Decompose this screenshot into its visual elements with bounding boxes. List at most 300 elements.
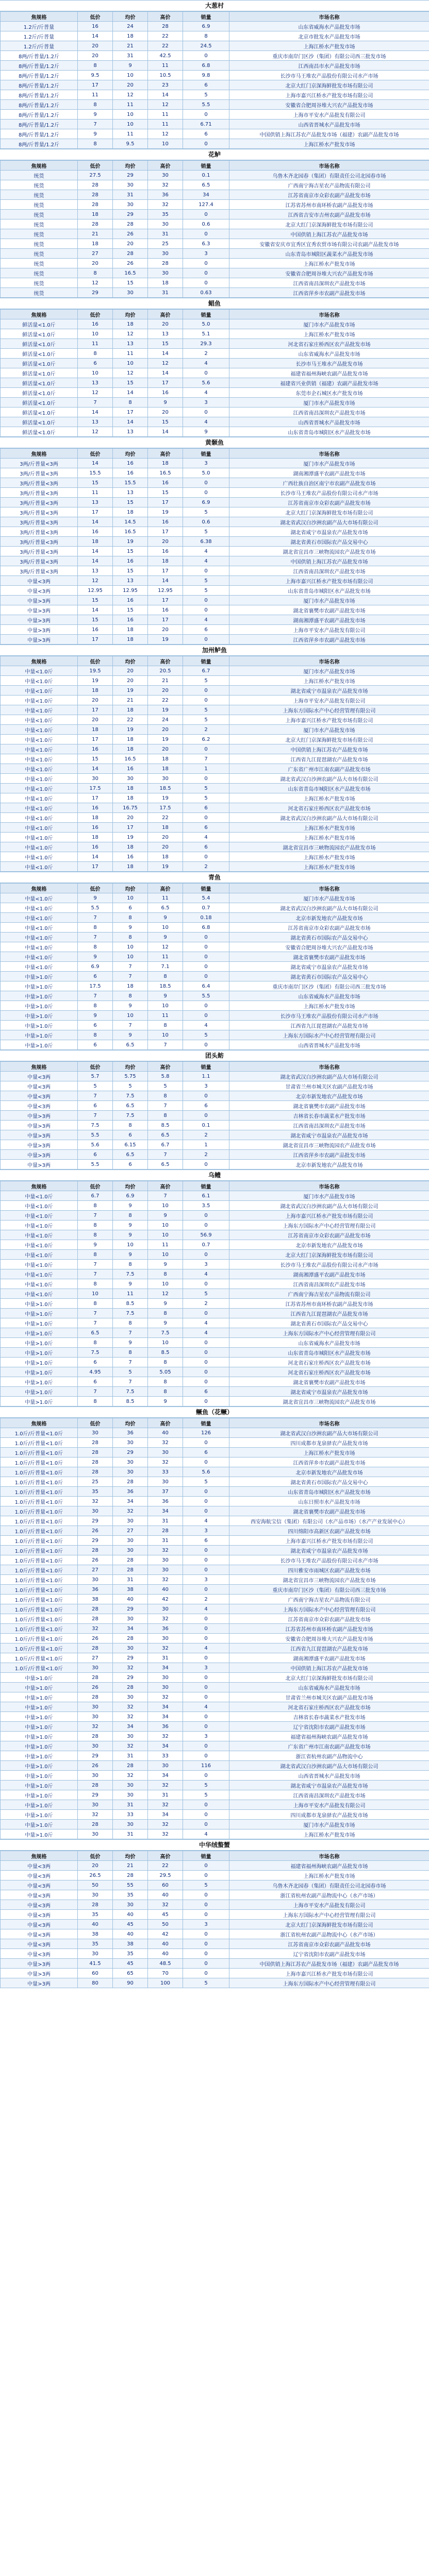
table-cell: 0: [183, 1091, 229, 1101]
table-cell: 7: [113, 972, 148, 981]
section-title: 鳜鱼（花鳜）: [0, 1407, 429, 1418]
table-cell: 60: [148, 1880, 183, 1890]
table-row: [1, 1702, 429, 1712]
table-cell: 50: [78, 1880, 113, 1890]
table-header-row: [1, 884, 429, 893]
table-cell: 北京市新发地农产品批发市场: [229, 1467, 429, 1477]
table-cell: 17: [148, 615, 183, 625]
table-cell: 26: [78, 1555, 113, 1565]
table-cell: 7: [113, 962, 148, 972]
table-row: [1, 1546, 429, 1555]
table-cell: 湖北省襄樊市农副产品批发市场: [229, 952, 429, 962]
table-row: [1, 1201, 429, 1211]
table-cell: 40: [148, 1428, 183, 1438]
section-title: 黄颡鱼: [0, 437, 429, 448]
table-cell: 10: [113, 1240, 148, 1250]
table-cell: 中量>1.0斤: [1, 972, 78, 981]
table-cell: 10: [113, 1011, 148, 1021]
table-cell: 1.2斤/斤普量: [1, 22, 78, 31]
table-cell: 中量>3两: [1, 1150, 78, 1160]
table-cell: 9: [113, 1338, 148, 1348]
table-cell: 江西省九江琵琶湖农产品批发市场: [229, 1643, 429, 1653]
table-cell: 14: [78, 605, 113, 615]
table-cell: 31: [148, 229, 183, 239]
table-cell: 湖北省武汉白沙洲农副产品大市场有限公司: [229, 774, 429, 784]
table-cell: 3.5: [183, 1201, 229, 1211]
table-cell: 3两/斤普量<3两: [1, 478, 78, 488]
table-cell: 中量<1.0斤: [1, 842, 78, 852]
table-cell: 8.5: [148, 1348, 183, 1358]
table-cell: 0: [183, 1250, 229, 1260]
table-cell: 安徽省合肥周谷堆大兴农产品批发市场: [229, 1634, 429, 1643]
table-cell: 0: [183, 852, 229, 862]
table-row: [1, 933, 429, 942]
table-cell: 2: [183, 349, 229, 359]
table-cell: 16.5: [148, 468, 183, 478]
table-cell: 8.5: [113, 1299, 148, 1309]
table-cell: 6.5: [148, 1160, 183, 1170]
table-row: [1, 1910, 429, 1920]
table-row: [1, 1040, 429, 1050]
table-row: [1, 120, 429, 129]
table-cell: 20: [78, 259, 113, 268]
table-cell: 江西省南昌深圳农产品批发市场: [229, 566, 429, 576]
price-table: [0, 160, 429, 298]
table-cell: 四川绵阳市高新区农副产品批发市场: [229, 1526, 429, 1536]
table-row: [1, 1949, 429, 1959]
table-cell: 15: [113, 498, 148, 507]
table-row: [1, 1761, 429, 1771]
table-cell: 湖北省咸宁市温泉农产品批发市场: [229, 1781, 429, 1790]
table-cell: 30: [148, 1604, 183, 1614]
table-cell: 0.63: [183, 288, 229, 298]
table-cell: 上海江桥水产批发市场: [229, 793, 429, 803]
table-cell: 山东省青岛市城阳区水产品批发市场: [229, 427, 429, 437]
table-cell: 6: [78, 1358, 113, 1367]
table-cell: 中量>1.0斤: [1, 1299, 78, 1309]
table-cell: 1.0斤/斤普量<1.0斤: [1, 1467, 78, 1477]
table-cell: 上海东方国际水产中心经营管理有限公司: [229, 705, 429, 715]
table-cell: 7: [78, 933, 113, 942]
table-cell: 18: [113, 31, 148, 41]
table-cell: 11: [148, 952, 183, 962]
table-cell: 4.95: [78, 1367, 113, 1377]
table-cell: 31: [113, 51, 148, 61]
table-cell: 上海市嘉兴江桥水产批发市场有限公司: [229, 576, 429, 586]
table-cell: 四川成都市龙泉驿农产品批发市场: [229, 1810, 429, 1820]
table-row: [1, 1221, 429, 1230]
table-cell: 36: [113, 1487, 148, 1497]
table-cell: 8两/斤普量/1.2斤: [1, 71, 78, 80]
table-cell: 29: [113, 210, 148, 219]
table-cell: 0: [183, 686, 229, 696]
table-cell: 19: [113, 833, 148, 842]
table-cell: 山西省晋城水产品批发市场: [229, 1040, 429, 1050]
table-cell: 21: [113, 41, 148, 51]
table-cell: 28: [113, 1555, 148, 1565]
table-cell: 中量<1.0斤: [1, 1269, 78, 1279]
table-cell: 38: [113, 1939, 148, 1949]
table-cell: 10: [148, 1201, 183, 1211]
table-cell: 8: [183, 31, 229, 41]
table-cell: 32: [148, 1643, 183, 1653]
table-row: [1, 1358, 429, 1367]
table-cell: 0: [183, 1438, 229, 1448]
table-cell: 28: [78, 1438, 113, 1448]
table-cell: 19: [148, 735, 183, 744]
table-cell: 1.0斤/斤普量<1.0斤: [1, 1624, 78, 1634]
table-cell: 17: [78, 793, 113, 803]
table-cell: 0: [183, 51, 229, 61]
table-cell: 10: [113, 893, 148, 903]
section-title: 大葱村: [0, 1, 429, 11]
table-cell: 30: [113, 180, 148, 190]
table-cell: 6.3: [183, 239, 229, 249]
table-cell: 中量<3两: [1, 1871, 78, 1880]
table-cell: 20: [148, 686, 183, 696]
table-cell: 27.5: [78, 171, 113, 180]
table-cell: 中量<1.0斤: [1, 833, 78, 842]
table-row: [1, 1536, 429, 1546]
table-cell: 6.5: [148, 903, 183, 913]
table-cell: 长沙市马王堆水产品批发市场: [229, 359, 429, 368]
table-cell: 中量<3两: [1, 1091, 78, 1101]
table-row: [1, 278, 429, 288]
table-cell: 42.5: [148, 51, 183, 61]
table-cell: 河北省石家庄桥西区农产品批发市场: [229, 1358, 429, 1367]
table-row: [1, 1397, 429, 1406]
table-cell: 16: [78, 625, 113, 635]
table-header-row: [1, 12, 429, 22]
table-cell: 6.5: [113, 1040, 148, 1050]
table-cell: 0: [183, 1546, 229, 1555]
table-cell: 3: [183, 1663, 229, 1673]
table-cell: 32: [113, 1663, 148, 1673]
table-cell: 32: [148, 200, 183, 210]
table-cell: 16: [113, 596, 148, 605]
table-cell: 6.7: [78, 1191, 113, 1201]
table-cell: 湖北省咸宁市温泉农产品批发市场: [229, 1387, 429, 1397]
column-header: 市场名称: [229, 161, 429, 171]
table-cell: 9: [78, 952, 113, 962]
table-row: [1, 1634, 429, 1643]
column-header: 高价: [148, 656, 183, 666]
table-row: [1, 1269, 429, 1279]
table-cell: 0: [183, 139, 229, 149]
table-cell: 8: [78, 1001, 113, 1011]
table-cell: 9: [78, 129, 113, 139]
table-row: [1, 259, 429, 268]
table-cell: 32: [78, 1497, 113, 1506]
table-cell: 0: [183, 962, 229, 972]
table-cell: 7: [148, 1150, 183, 1160]
table-cell: 30: [78, 1771, 113, 1781]
table-row: [1, 715, 429, 725]
table-cell: 90: [113, 1978, 148, 1988]
table-cell: 30: [113, 1438, 148, 1448]
table-cell: 6.2: [183, 735, 229, 744]
table-cell: 统货: [1, 200, 78, 210]
column-header: 低价: [78, 656, 113, 666]
table-cell: 36: [148, 1624, 183, 1634]
table-cell: 11: [148, 61, 183, 71]
table-row: [1, 498, 429, 507]
table-cell: 28: [78, 190, 113, 200]
table-cell: 0: [183, 1279, 229, 1289]
table-cell: 27: [78, 1565, 113, 1575]
table-row: [1, 339, 429, 349]
table-cell: 长沙市马王堆农产品股份有限公司水产市场: [229, 1011, 429, 1021]
table-cell: 中量<1.0斤: [1, 764, 78, 774]
table-row: [1, 139, 429, 149]
table-cell: 江西省九江琵琶湖农产品批发市场: [229, 1021, 429, 1030]
table-cell: 6.9: [183, 22, 229, 31]
table-cell: 湖北省武汉白沙洲农副产品大市场有限公司: [229, 1761, 429, 1771]
table-row: [1, 744, 429, 754]
table-row: [1, 368, 429, 378]
table-cell: 0: [183, 774, 229, 784]
table-row: [1, 329, 429, 339]
table-row: [1, 666, 429, 676]
table-cell: 广西壮族自治区南宁市农副产品批发市场: [229, 478, 429, 488]
table-cell: 北京大红门京深海鲜批发市场有限公司: [229, 735, 429, 744]
table-cell: 中量<1.0斤: [1, 893, 78, 903]
table-cell: 4: [183, 1829, 229, 1839]
table-row: [1, 833, 429, 842]
table-cell: 5: [183, 507, 229, 517]
column-header: 市场名称: [229, 884, 429, 893]
table-cell: 北京市新发地农产品批发市场: [229, 1160, 429, 1170]
table-cell: 7: [78, 1091, 113, 1101]
table-cell: 8.5: [148, 1121, 183, 1130]
table-cell: 8: [78, 139, 113, 149]
table-cell: 7.5: [148, 1328, 183, 1338]
table-cell: 7: [78, 1318, 113, 1328]
table-cell: 7: [78, 1111, 113, 1121]
table-cell: 中量<1.0斤: [1, 913, 78, 923]
table-cell: 30: [148, 1448, 183, 1458]
table-cell: 上海江桥水产批发市场: [229, 329, 429, 339]
table-cell: 12.95: [148, 586, 183, 596]
table-cell: 中量<3两: [1, 1880, 78, 1890]
table-cell: 11: [78, 488, 113, 498]
table-cell: 18: [78, 725, 113, 735]
table-cell: 中量>1.0斤: [1, 1021, 78, 1030]
table-cell: 18: [148, 852, 183, 862]
table-cell: 0: [183, 1751, 229, 1761]
table-cell: 1.0斤/斤普量<1.0斤: [1, 1526, 78, 1536]
table-cell: 江西省南昌深圳农产品批发市场: [229, 1790, 429, 1800]
price-section: [0, 1050, 429, 1170]
table-cell: 6.9: [113, 1191, 148, 1201]
column-header: 市场名称: [229, 1851, 429, 1861]
table-cell: 30: [148, 1477, 183, 1487]
section-title: 花鲈: [0, 149, 429, 160]
table-cell: 19: [148, 793, 183, 803]
table-cell: 中量>1.0斤: [1, 1040, 78, 1050]
table-cell: 8: [148, 1387, 183, 1397]
table-cell: 20: [78, 1861, 113, 1871]
table-cell: 山东省威海水产品批发市场: [229, 349, 429, 359]
table-cell: 20: [148, 842, 183, 852]
table-cell: 0: [183, 1211, 229, 1221]
table-cell: 福建省福州海峡农副产品批发市场: [229, 1861, 429, 1871]
table-cell: 3: [183, 459, 229, 468]
table-cell: 28: [148, 1526, 183, 1536]
table-cell: 34: [113, 1722, 148, 1732]
table-cell: 18: [78, 813, 113, 823]
table-cell: 21: [148, 676, 183, 686]
table-cell: 广东省广州市江南农副产品批发市场: [229, 1741, 429, 1751]
table-cell: 10: [78, 368, 113, 378]
column-header: 均价: [113, 1418, 148, 1428]
table-cell: 7: [113, 1377, 148, 1387]
table-cell: 5.5: [183, 991, 229, 1001]
table-cell: 10: [113, 359, 148, 368]
table-cell: 31: [148, 1653, 183, 1663]
column-header: 销量: [183, 161, 229, 171]
table-cell: 江西省萍乡市农副产品批发市场: [229, 1150, 429, 1160]
table-cell: 湖北省宜昌市三峡物流园农产品批发市场: [229, 1397, 429, 1406]
table-row: [1, 1467, 429, 1477]
table-row: [1, 1683, 429, 1692]
table-cell: 18: [113, 842, 148, 852]
table-cell: 15.5: [78, 468, 113, 478]
table-cell: 5.8: [148, 1072, 183, 1081]
table-cell: 0: [183, 408, 229, 417]
table-cell: 0: [183, 1011, 229, 1021]
table-cell: 湖北省宜昌市三峡物流园农产品批发市场: [229, 1575, 429, 1585]
table-row: [1, 754, 429, 764]
table-row: [1, 268, 429, 278]
table-cell: 4: [183, 1328, 229, 1338]
table-cell: 15: [148, 488, 183, 498]
table-row: [1, 1890, 429, 1900]
table-cell: 上海江桥水产批发市场: [229, 1001, 429, 1011]
table-cell: 0.1: [183, 1121, 229, 1130]
table-cell: 中量>1.0斤: [1, 1741, 78, 1751]
table-cell: 吉林省长春市蔬菜水产批发市场: [229, 1712, 429, 1722]
column-header: 低价: [78, 12, 113, 22]
table-cell: 6: [78, 1021, 113, 1030]
table-cell: 上海江桥水产批发市场: [229, 1829, 429, 1839]
table-row: [1, 1861, 429, 1871]
table-cell: 1.0斤/斤普量<1.0斤: [1, 1438, 78, 1448]
table-cell: 30: [113, 1900, 148, 1910]
table-cell: 中量<1.0斤: [1, 862, 78, 872]
table-cell: 13: [148, 329, 183, 339]
table-row: [1, 1663, 429, 1673]
table-cell: 10: [148, 1030, 183, 1040]
table-cell: 30: [78, 1428, 113, 1438]
column-header: 焦规格: [1, 656, 78, 666]
table-cell: 40: [78, 1920, 113, 1929]
table-cell: 70: [148, 1969, 183, 1978]
table-cell: 中量<1.0斤: [1, 942, 78, 952]
table-cell: 11: [148, 893, 183, 903]
section-title: 团头鲂: [0, 1050, 429, 1061]
table-row: [1, 90, 429, 100]
table-cell: 0: [183, 1506, 229, 1516]
column-header: 销量: [183, 1418, 229, 1428]
table-cell: 7.5: [113, 1387, 148, 1397]
table-cell: 34: [148, 1506, 183, 1516]
table-cell: 统货: [1, 249, 78, 259]
table-cell: 湖南湘潭盛平农副产品批发市场: [229, 468, 429, 478]
table-cell: 8: [78, 1221, 113, 1230]
table-cell: 中量>1.0斤: [1, 1377, 78, 1387]
table-cell: 48.5: [148, 1959, 183, 1969]
table-cell: 统货: [1, 239, 78, 249]
table-cell: 10: [148, 1230, 183, 1240]
table-cell: 28: [113, 1477, 148, 1487]
table-cell: 18: [113, 705, 148, 715]
table-row: [1, 51, 429, 61]
table-cell: 江苏省南京市众彩农副产品批发市场: [229, 1230, 429, 1240]
table-row: [1, 1516, 429, 1526]
table-cell: 中量<1.0斤: [1, 852, 78, 862]
table-cell: 湖北省襄樊市农副产品批发市场: [229, 1506, 429, 1516]
table-cell: 0: [183, 605, 229, 615]
table-row: [1, 842, 429, 852]
table-cell: 山西省晋城水产品批发市场: [229, 120, 429, 129]
table-cell: 中量>1.0斤: [1, 1397, 78, 1406]
table-cell: 30: [148, 1555, 183, 1565]
price-table: [0, 1418, 429, 1839]
table-cell: 5: [183, 784, 229, 793]
table-cell: 中量<3两: [1, 1939, 78, 1949]
table-cell: 10: [113, 942, 148, 952]
table-cell: 0: [183, 1949, 229, 1959]
table-cell: 四川雅安市雨城区农副产品批发市场: [229, 1565, 429, 1575]
table-cell: 14: [78, 31, 113, 41]
table-cell: 19: [113, 725, 148, 735]
table-cell: 30: [113, 1458, 148, 1467]
column-header: 低价: [78, 1418, 113, 1428]
table-cell: 13: [78, 566, 113, 576]
table-row: [1, 1604, 429, 1614]
table-cell: 2: [183, 725, 229, 735]
table-cell: 统货: [1, 180, 78, 190]
price-table: [0, 656, 429, 872]
table-row: [1, 1673, 429, 1683]
table-cell: 河北省石家庄桥西区农产品批发市场: [229, 803, 429, 813]
table-cell: 126: [183, 1428, 229, 1438]
table-cell: 32: [113, 1506, 148, 1516]
table-cell: 鲜活量<1.0斤: [1, 368, 78, 378]
table-cell: 鲜活量<1.0斤: [1, 417, 78, 427]
table-cell: 7: [78, 1309, 113, 1318]
table-cell: 32: [148, 1575, 183, 1585]
table-cell: 上海市嘉兴江桥水产批发市场有限公司: [229, 1211, 429, 1221]
table-cell: 8: [78, 268, 113, 278]
table-cell: 中量<3两: [1, 1081, 78, 1091]
table-cell: 22: [148, 41, 183, 51]
table-cell: 浙江省杭州农副产品物流中心（水产市场）: [229, 1929, 429, 1939]
table-cell: 20: [148, 537, 183, 547]
table-row: [1, 1969, 429, 1978]
table-cell: 28: [113, 1634, 148, 1643]
price-table: [0, 1851, 429, 1988]
table-cell: 上海东方国际水产中心经营管理有限公司: [229, 1328, 429, 1338]
table-cell: 28: [78, 1643, 113, 1653]
price-section: [0, 1170, 429, 1406]
table-cell: 中量<1.0斤: [1, 903, 78, 913]
table-cell: 9: [78, 1011, 113, 1021]
table-cell: 0.1: [183, 171, 229, 180]
table-row: [1, 1150, 429, 1160]
table-header-row: [1, 310, 429, 319]
